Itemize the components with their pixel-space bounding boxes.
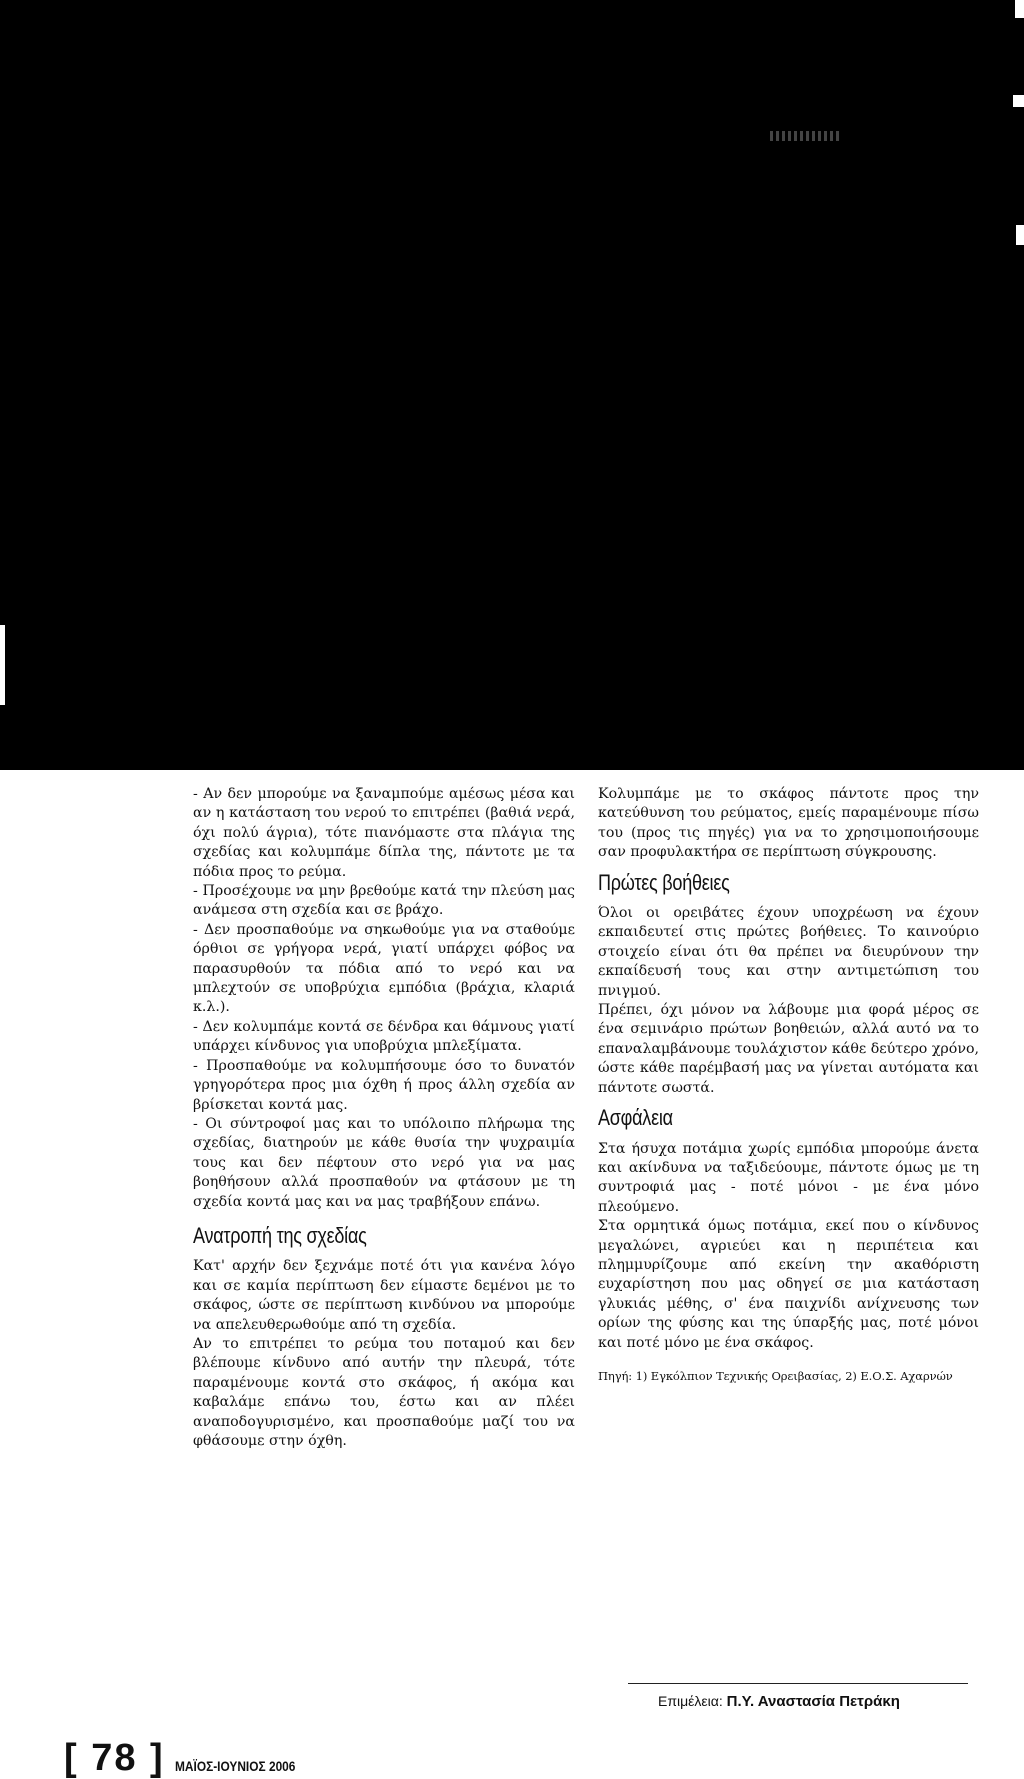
paragraph: Όλοι οι ορειβάτες έχουν υποχρέωση να έχουν εκπαιδευτεί στις πρώτες βοήθειες. Το καινούριο στοιχείο είναι ότι θα πρέπει να διευρύνουν την εκπαίδευσή τους και στην αντιμετώπιση του πνιγμού.: [598, 905, 979, 999]
paragraph: Πρέπει, όχι μόνον να λάβουμε μια φορά μέρος σε ένα σεμινάριο πρώτων βοηθειών, αλλά αυτό να το επαναλαμβάνουμε τουλάχιστον κάθε δεύτερο χρόνο, ώστε κάθε παρέμβασή μας να γίνεται αυτόματα και πάντοτε σωστά.: [598, 1002, 979, 1096]
editor-credit: [658, 1693, 900, 1710]
right-column: [598, 785, 979, 1386]
issue-date: ΜΑΪΟΣ-ΙΟΥΝΙΟΣ 2006: [174, 1758, 296, 1774]
dark-photo-area: [0, 0, 1024, 770]
paragraph: - Προσέχουμε να μην βρεθούμε κατά την πλεύση μας ανάμεσα στη σχεδία και σε βράχο.: [193, 883, 575, 919]
edge-mark-top: [1015, 0, 1024, 18]
section-heading-safety: Ασφάλεια: [598, 1105, 673, 1131]
section-heading-capsize: Ανατροπή της σχεδίας: [193, 1222, 367, 1248]
section-heading-first-aid: Πρώτες βοήθειες: [598, 869, 730, 895]
paragraph: - Δεν κολυμπάμε κοντά σε δένδρα και θάμνους γιατί υπάρχει κίνδυνος για υποβρύχια μπλεξίματα.: [193, 1018, 575, 1055]
paragraph: - Αν δεν μπορούμε να ξαναμπούμε αμέσως μέσα και αν η κατάσταση του νερού το επιτρέπει (βαθιά νερά, όχι πολύ άγρια), τότε πιανόμαστε στα πλάγια της σχεδίας και κολυμπάμε δίπλα της, πάντοτε με τα πόδια προς το ρεύμα.: [193, 786, 575, 880]
paragraph: - Δεν προσπαθούμε να σηκωθούμε για να σταθούμε όρθιοι σε γρήγορα νερά, γιατί υπάρχει φόβος να παρασυρθούν τα πόδια από το νερό και να μπλεχτούν σε υποβρύχια εμπόδια (βράχια, κλαριά κ.λ.).: [193, 921, 575, 1016]
paragraph: Κατ' αρχήν δεν ξεχνάμε ποτέ ότι για κανένα λόγο και σε καμία περίπτωση δεν είμαστε δεμένοι με το σκάφος, ώστε σε περίπτωση κινδύνου να μπορούμε να απελευθερωθούμε από τη σχεδία.: [193, 1258, 575, 1333]
paragraph: Κολυμπάμε με το σκάφος πάντοτε προς την κατεύθυνση του ρεύματος, εμείς παραμένουμε πίσω του (προς τις πηγές) για να το χρησιμοποιήσουμε σαν προφυλακτήρα σε περίπτωση σύγκρουσης.: [598, 786, 979, 861]
photo-detail: [770, 131, 840, 141]
paragraph: - Οι σύντροφοί μας και το υπόλοιπο πλήρωμα της σχεδίας, διατηρούν με κάθε θυσία την ψυχραιμία τους και δεν πέφτουν στο νερό για να μας βοηθήσουν αλλά προσπαθούν να φτάσουν με τη σχεδία κοντά μας και να μας τραβήξουν επάνω.: [193, 1115, 575, 1210]
page-number: [ 78 ]: [64, 1737, 165, 1779]
edge-mark-left: [0, 625, 5, 705]
paragraph: Αν το επιτρέπει το ρεύμα του ποταμού και δεν βλέπουμε κίνδυνο από αυτήν την πλευρά, τότε παραμένουμε κοντά στο σκάφος, ή ακόμα και καβαλάμε επάνω του, έστω και αν πλέει αναποδογυρισμένο, και προσπαθούμε μαζί του να φθάσουμε στην όχθη.: [193, 1335, 575, 1449]
left-column: [193, 785, 575, 1451]
paragraph: Στα ήσυχα ποτάμια χωρίς εμπόδια μπορούμε άνετα και ακίνδυνα να ταξιδεύουμε, πάντοτε όμως με τη συντροφιά μας - ποτέ μόνοι - με ένα μόνο πλεούμενο.: [598, 1140, 979, 1215]
editor-label: Επιμέλεια:: [658, 1693, 723, 1709]
edge-mark-upper: [1013, 95, 1024, 107]
paragraph: Στα ορμητικά όμως ποτάμια, εκεί που ο κίνδυνος μεγαλώνει, αγριεύει και η περιπέτεια και πλημμυρίζουμε από εκείνη την ακαθόριστη ευχαρίστηση που μας οδηγεί σε μια κατάσταση γλυκιάς μέθης, σ' ένα παιχνίδι ανίχνευσης των ορίων της φύσης και της ύπαρξής μας, ποτέ μόνοι και ποτέ μόνο με ένα σκάφος.: [598, 1218, 979, 1351]
paragraph: - Προσπαθούμε να κολυμπήσουμε όσο το δυνατόν γρηγορότερα προς μια όχθη ή προς άλλη σχεδία αν βρίσκεται κοντά μας.: [193, 1057, 575, 1113]
editor-name: Π.Υ. Αναστασία Πετράκη: [726, 1693, 900, 1710]
page-footer: [64, 1738, 316, 1778]
divider-line: [628, 1683, 968, 1684]
edge-mark-middle: [1016, 225, 1024, 245]
source-note: Πηγή: 1) Εγκόλπιον Τεχνικής Ορειβασίας, 2) Ε.Ο.Σ. Αχαρνών: [598, 1368, 953, 1383]
